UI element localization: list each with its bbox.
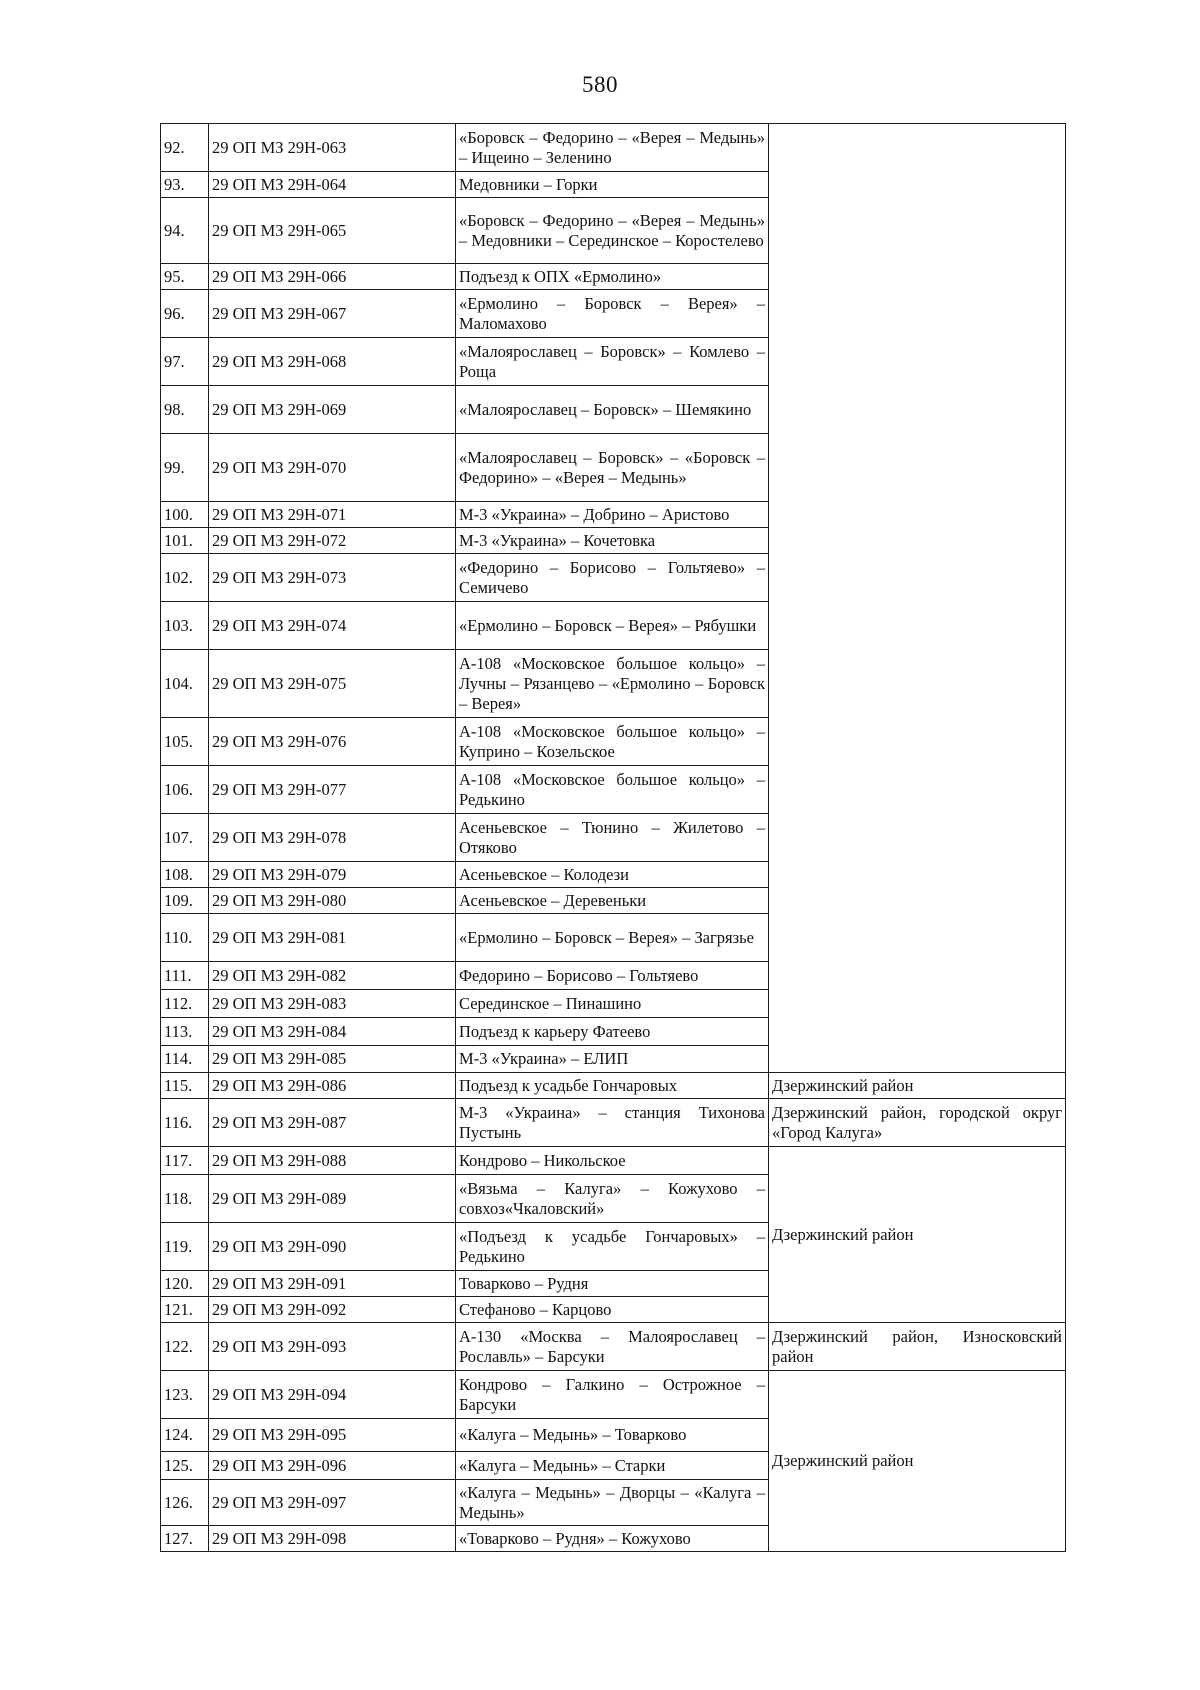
row-number: 96. <box>161 290 209 338</box>
road-id: 29 ОП МЗ 29Н-077 <box>209 766 456 814</box>
district-cell: Дзержинский район, городской округ «Город Калуга» <box>769 1099 1066 1147</box>
road-id: 29 ОП МЗ 29Н-091 <box>209 1271 456 1297</box>
row-number: 109. <box>161 888 209 914</box>
row-number: 97. <box>161 338 209 386</box>
row-number: 101. <box>161 528 209 554</box>
road-name: Медовники – Горки <box>456 172 769 198</box>
row-number: 120. <box>161 1271 209 1297</box>
road-id: 29 ОП МЗ 29Н-073 <box>209 554 456 602</box>
road-id: 29 ОП МЗ 29Н-093 <box>209 1323 456 1371</box>
row-number: 122. <box>161 1323 209 1371</box>
road-id: 29 ОП МЗ 29Н-082 <box>209 962 456 990</box>
row-number: 118. <box>161 1175 209 1223</box>
road-id: 29 ОП МЗ 29Н-085 <box>209 1046 456 1073</box>
row-number: 126. <box>161 1480 209 1526</box>
road-name: «Калуга – Медынь» – Старки <box>456 1452 769 1480</box>
road-name: А-108 «Московское большое кольцо» – Куприно – Козельское <box>456 718 769 766</box>
road-name: Стефаново – Карцово <box>456 1297 769 1323</box>
road-name: «Малоярославец – Боровск» – Шемякино <box>456 386 769 434</box>
road-id: 29 ОП МЗ 29Н-096 <box>209 1452 456 1480</box>
road-id: 29 ОП МЗ 29Н-094 <box>209 1371 456 1419</box>
road-id: 29 ОП МЗ 29Н-078 <box>209 814 456 862</box>
row-number: 102. <box>161 554 209 602</box>
row-number: 106. <box>161 766 209 814</box>
road-id: 29 ОП МЗ 29Н-083 <box>209 990 456 1018</box>
road-name: «Вязьма – Калуга» – Кожухово – совхоз«Чкаловский» <box>456 1175 769 1223</box>
road-id: 29 ОП МЗ 29Н-065 <box>209 198 456 264</box>
road-name: «Малоярославец – Боровск» – «Боровск – Федорино» – «Верея – Медынь» <box>456 434 769 502</box>
row-number: 98. <box>161 386 209 434</box>
road-name: Подъезд к карьеру Фатеево <box>456 1018 769 1046</box>
road-name: «Калуга – Медынь» – Дворцы – «Калуга – Медынь» <box>456 1480 769 1526</box>
page-number: 580 <box>582 72 618 97</box>
table-row <box>161 1099 1066 1147</box>
road-id: 29 ОП МЗ 29Н-081 <box>209 914 456 962</box>
row-number: 123. <box>161 1371 209 1419</box>
road-id: 29 ОП МЗ 29Н-072 <box>209 528 456 554</box>
road-name: Серединское – Пинашино <box>456 990 769 1018</box>
district-cell: Дзержинский район <box>769 1073 1066 1099</box>
road-name: «Боровск – Федорино – «Верея – Медынь» – Медовники – Серединское – Коростелево <box>456 198 769 264</box>
road-id: 29 ОП МЗ 29Н-070 <box>209 434 456 502</box>
row-number: 121. <box>161 1297 209 1323</box>
table-row <box>161 124 1066 172</box>
road-id: 29 ОП МЗ 29Н-095 <box>209 1419 456 1452</box>
road-name: Асеньевское – Тюнино – Жилетово – Отяково <box>456 814 769 862</box>
table-row <box>161 1073 1066 1099</box>
road-id: 29 ОП МЗ 29Н-089 <box>209 1175 456 1223</box>
row-number: 105. <box>161 718 209 766</box>
road-name: М-3 «Украина» – ЕЛИП <box>456 1046 769 1073</box>
district-cell-blank <box>769 124 1066 1073</box>
row-number: 119. <box>161 1223 209 1271</box>
road-id: 29 ОП МЗ 29Н-071 <box>209 502 456 528</box>
road-id: 29 ОП МЗ 29Н-084 <box>209 1018 456 1046</box>
road-name: «Ермолино – Боровск – Верея» – Маломахово <box>456 290 769 338</box>
row-number: 110. <box>161 914 209 962</box>
row-number: 125. <box>161 1452 209 1480</box>
road-id: 29 ОП МЗ 29Н-090 <box>209 1223 456 1271</box>
road-id: 29 ОП МЗ 29Н-066 <box>209 264 456 290</box>
row-number: 107. <box>161 814 209 862</box>
row-number: 93. <box>161 172 209 198</box>
road-name: Товарково – Рудня <box>456 1271 769 1297</box>
row-number: 104. <box>161 650 209 718</box>
row-number: 94. <box>161 198 209 264</box>
road-id: 29 ОП МЗ 29Н-063 <box>209 124 456 172</box>
road-id: 29 ОП МЗ 29Н-074 <box>209 602 456 650</box>
row-number: 92. <box>161 124 209 172</box>
row-number: 100. <box>161 502 209 528</box>
district-cell: Дзержинский район <box>769 1147 1066 1323</box>
row-number: 116. <box>161 1099 209 1147</box>
roads-register-table <box>160 123 1066 1552</box>
road-name: Федорино – Борисово – Гольтяево <box>456 962 769 990</box>
road-name: «Малоярославец – Боровск» – Комлево – Роща <box>456 338 769 386</box>
road-name: «Товарково – Рудня» – Кожухово <box>456 1526 769 1552</box>
road-id: 29 ОП МЗ 29Н-068 <box>209 338 456 386</box>
road-name: А-108 «Московское большое кольцо» – Редькино <box>456 766 769 814</box>
row-number: 112. <box>161 990 209 1018</box>
road-id: 29 ОП МЗ 29Н-086 <box>209 1073 456 1099</box>
road-name: М-3 «Украина» – Добрино – Аристово <box>456 502 769 528</box>
road-id: 29 ОП МЗ 29Н-098 <box>209 1526 456 1552</box>
row-number: 99. <box>161 434 209 502</box>
road-name: Асеньевское – Деревеньки <box>456 888 769 914</box>
road-id: 29 ОП МЗ 29Н-079 <box>209 862 456 888</box>
row-number: 117. <box>161 1147 209 1175</box>
road-id: 29 ОП МЗ 29Н-076 <box>209 718 456 766</box>
road-name: М-3 «Украина» – станция Тихонова Пустынь <box>456 1099 769 1147</box>
road-name: Кондрово – Никольское <box>456 1147 769 1175</box>
road-name: А-130 «Москва – Малоярославец – Рославль» – Барсуки <box>456 1323 769 1371</box>
road-id: 29 ОП МЗ 29Н-064 <box>209 172 456 198</box>
road-id: 29 ОП МЗ 29Н-092 <box>209 1297 456 1323</box>
road-id: 29 ОП МЗ 29Н-080 <box>209 888 456 914</box>
row-number: 115. <box>161 1073 209 1099</box>
row-number: 113. <box>161 1018 209 1046</box>
road-id: 29 ОП МЗ 29Н-069 <box>209 386 456 434</box>
district-cell: Дзержинский район, Износковский район <box>769 1323 1066 1371</box>
table-row <box>161 1371 1066 1419</box>
row-number: 108. <box>161 862 209 888</box>
road-name: «Ермолино – Боровск – Верея» – Загрязье <box>456 914 769 962</box>
table-row <box>161 1147 1066 1175</box>
road-id: 29 ОП МЗ 29Н-088 <box>209 1147 456 1175</box>
row-number: 114. <box>161 1046 209 1073</box>
road-name: «Калуга – Медынь» – Товарково <box>456 1419 769 1452</box>
road-id: 29 ОП МЗ 29Н-097 <box>209 1480 456 1526</box>
road-name: Подъезд к усадьбе Гончаровых <box>456 1073 769 1099</box>
row-number: 124. <box>161 1419 209 1452</box>
row-number: 103. <box>161 602 209 650</box>
row-number: 95. <box>161 264 209 290</box>
district-cell: Дзержинский район <box>769 1371 1066 1552</box>
road-name: М-3 «Украина» – Кочетовка <box>456 528 769 554</box>
road-name: Подъезд к ОПХ «Ермолино» <box>456 264 769 290</box>
row-number: 111. <box>161 962 209 990</box>
road-id: 29 ОП МЗ 29Н-087 <box>209 1099 456 1147</box>
road-name: Асеньевское – Колодези <box>456 862 769 888</box>
road-id: 29 ОП МЗ 29Н-067 <box>209 290 456 338</box>
road-name: «Ермолино – Боровск – Верея» – Рябушки <box>456 602 769 650</box>
road-name: «Федорино – Борисово – Гольтяево» – Семичево <box>456 554 769 602</box>
road-name: «Подъезд к усадьбе Гончаровых» – Редькино <box>456 1223 769 1271</box>
table-row <box>161 1323 1066 1371</box>
road-id: 29 ОП МЗ 29Н-075 <box>209 650 456 718</box>
row-number: 127. <box>161 1526 209 1552</box>
road-name: Кондрово – Галкино – Острожное – Барсуки <box>456 1371 769 1419</box>
road-name: «Боровск – Федорино – «Верея – Медынь» – Ищеино – Зеленино <box>456 124 769 172</box>
road-name: А-108 «Московское большое кольцо» – Лучны – Рязанцево – «Ермолино – Боровск – Верея» <box>456 650 769 718</box>
